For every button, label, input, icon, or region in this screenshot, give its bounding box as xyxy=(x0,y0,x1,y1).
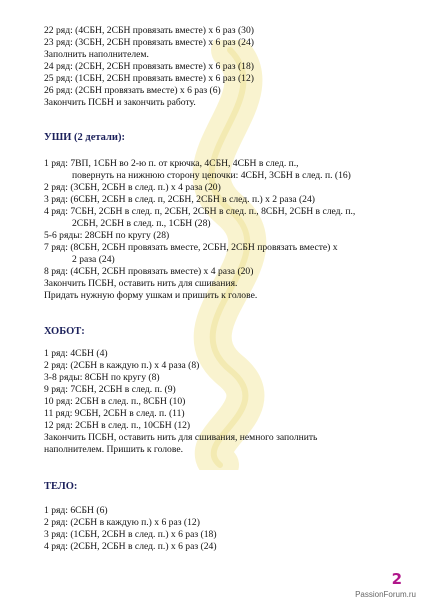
ears-line: 3 ряд: (6СБН, 2СБН в след. п, 2СБН, 2СБН в след. п.) х 2 раза (24) xyxy=(44,194,315,205)
ears-line: 2 ряд: (3СБН, 2СБН в след. п.) х 4 раза (20) xyxy=(44,182,221,193)
ears-heading: УШИ (2 детали): xyxy=(44,132,125,143)
body-line: 3 ряд: (1СБН, 2СБН в след. п.) х 6 раз (18) xyxy=(44,529,217,540)
trunk-line: 10 ряд: 2СБН в след. п., 8СБН (10) xyxy=(44,396,186,407)
trunk-line: Закончить ПСБН, оставить нить для сшивания, немного заполнить xyxy=(44,432,318,443)
top-line: 22 ряд: (4СБН, 2СБН провязать вместе) х 6 раз (30) xyxy=(44,25,254,36)
ears-line: 2СБН, 2СБН в след. п., 1СБН (28) xyxy=(72,218,211,229)
ears-line: 5-6 ряды: 28СБН по кругу (28) xyxy=(44,230,170,241)
trunk-line: наполнителем. Пришить к голове. xyxy=(44,444,183,455)
body-line: 4 ряд: (2СБН, 2СБН в след. п.) х 6 раз (24) xyxy=(44,541,217,552)
site-watermark-text: PassionForum.ru xyxy=(355,590,416,599)
ears-line: 4 ряд: 7СБН, 2СБН в след. п, 2СБН, 2СБН в след. п., 8СБН, 2СБН в след. п., xyxy=(44,206,356,217)
body-heading: ТЕЛО: xyxy=(44,481,78,492)
top-line: 26 ряд: (2СБН провязать вместе) х 6 раз (6) xyxy=(44,85,221,96)
trunk-line: 11 ряд: 9СБН, 2СБН в след. п. (11) xyxy=(44,408,185,419)
ears-line: Закончить ПСБН, оставить нить для сшивания. xyxy=(44,278,238,289)
trunk-line: 3-8 ряды: 8СБН по кругу (8) xyxy=(44,372,160,383)
ears-line: 7 ряд: (8СБН, 2СБН провязать вместе, 2СБН, 2СБН провязать вместе) х xyxy=(44,242,338,253)
top-line: 25 ряд: (1СБН, 2СБН провязать вместе) х 6 раз (12) xyxy=(44,73,254,84)
top-line: 24 ряд: (2СБН, 2СБН провязать вместе) х 6 раз (18) xyxy=(44,61,254,72)
body-line: 2 ряд: (2СБН в каждую п.) х 6 раз (12) xyxy=(44,517,200,528)
ears-line: повернуть на нижнюю сторону цепочки: 4СБН, 3СБН в след. п. (16) xyxy=(72,170,351,181)
ears-line: 2 раза (24) xyxy=(72,254,115,265)
ears-line: Придать нужную форму ушкам и пришить к голове. xyxy=(44,290,258,301)
top-line: 23 ряд: (3СБН, 2СБН провязать вместе) х 6 раз (24) xyxy=(44,37,254,48)
trunk-line: 9 ряд: 7СБН, 2СБН в след. п. (9) xyxy=(44,384,176,395)
top-line: Закончить ПСБН и закончить работу. xyxy=(44,97,196,108)
trunk-heading: ХОБОТ: xyxy=(44,326,85,337)
page-number: 2 xyxy=(391,570,402,588)
trunk-line: 1 ряд: 4СБН (4) xyxy=(44,348,108,359)
body-line: 1 ряд: 6СБН (6) xyxy=(44,505,108,516)
ears-line: 8 ряд: (4СБН, 2СБН провязать вместе) х 4 раза (20) xyxy=(44,266,254,277)
ears-line: 1 ряд: 7ВП, 1СБН во 2-ю п. от крючка, 4СБН, 4СБН в след. п., xyxy=(44,158,299,169)
trunk-line: 2 ряд: (2СБН в каждую п.) х 4 раза (8) xyxy=(44,360,200,371)
top-line: Заполнить наполнителем. xyxy=(44,49,149,60)
trunk-line: 12 ряд: 2СБН в след. п., 10СБН (12) xyxy=(44,420,191,431)
